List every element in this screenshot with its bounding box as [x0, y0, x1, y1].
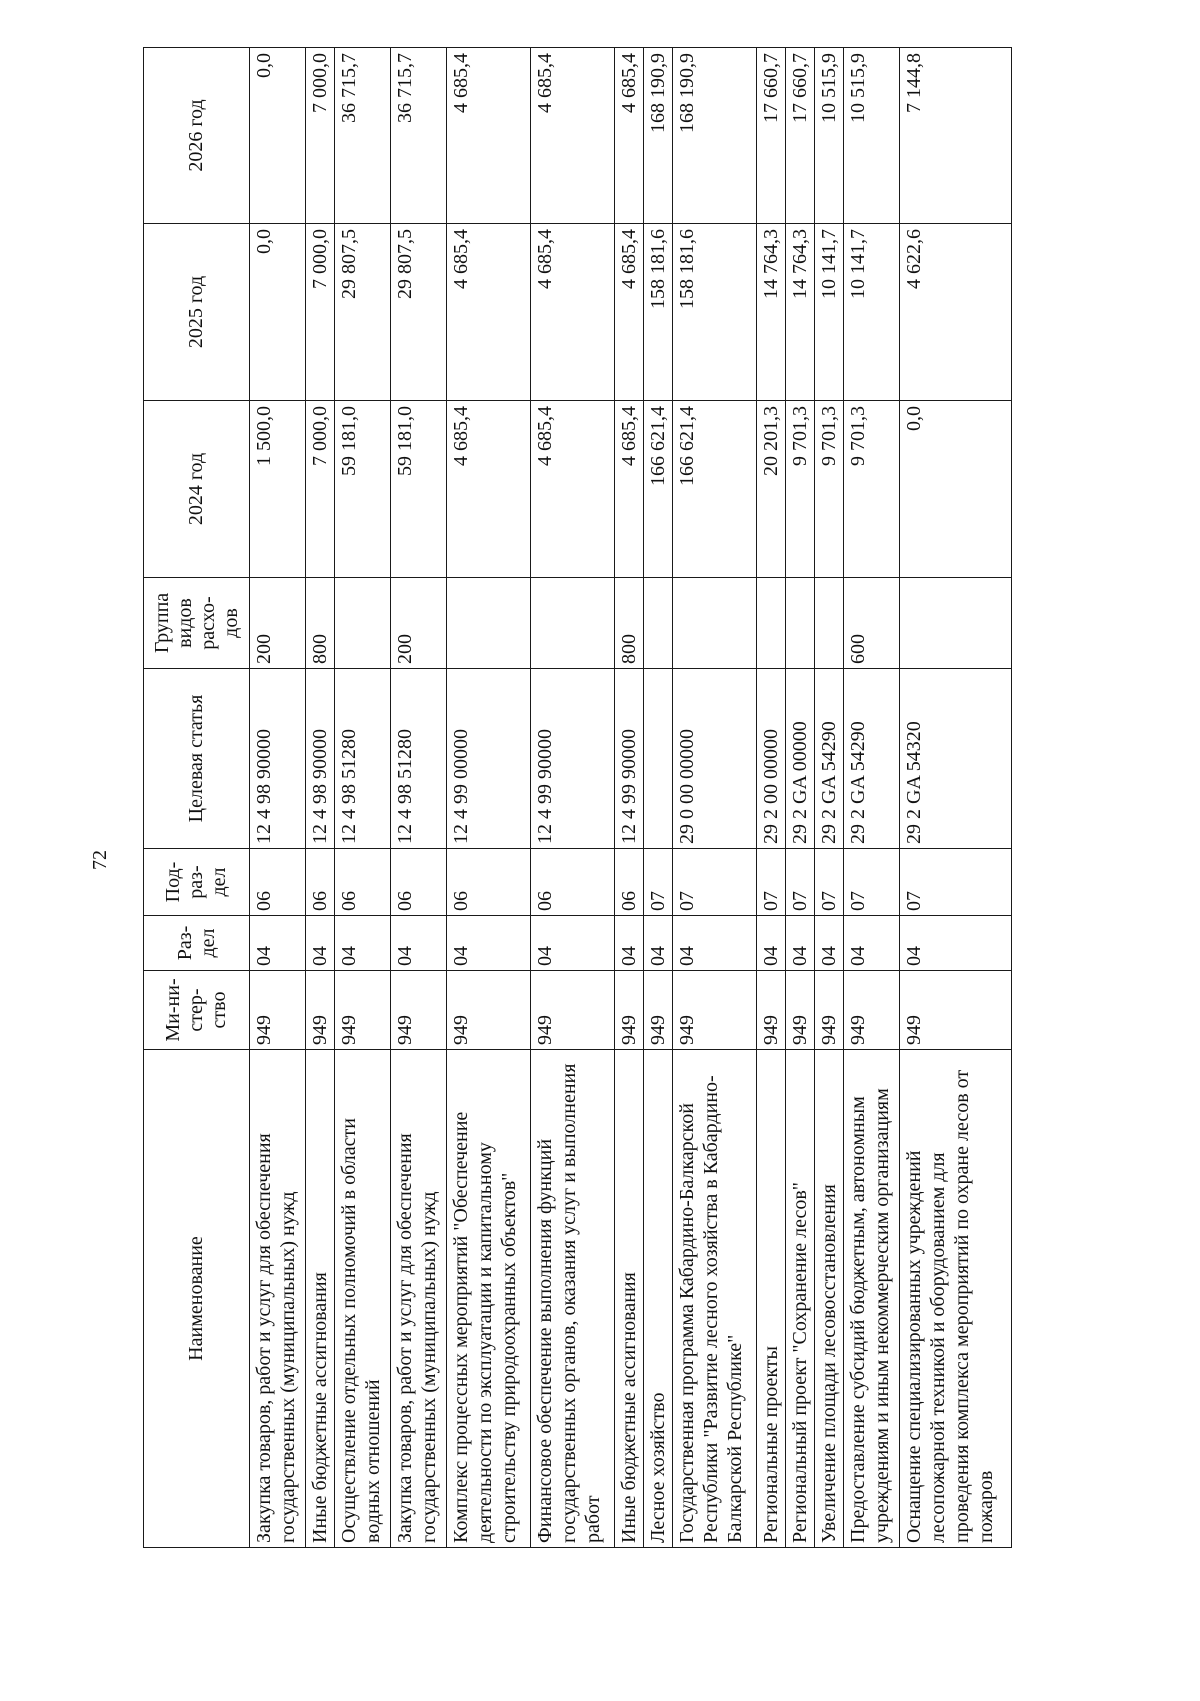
row-2026: 7 144,8 — [900, 48, 1012, 224]
table-row — [447, 48, 531, 1548]
row-group: 800 — [306, 578, 335, 669]
row-target: 12 4 99 90000 — [531, 669, 615, 849]
row-group — [815, 578, 844, 669]
row-subsection: 06 — [335, 849, 391, 916]
table-row — [673, 48, 757, 1548]
row-target: 29 0 00 00000 — [673, 669, 757, 849]
row-target: 12 4 98 90000 — [306, 669, 335, 849]
row-group — [447, 578, 531, 669]
page-number: 72 — [89, 850, 111, 870]
row-2024: 20 201,3 — [757, 401, 786, 578]
row-ministry: 949 — [673, 971, 757, 1050]
row-section: 04 — [391, 916, 447, 971]
row-section: 04 — [673, 916, 757, 971]
row-2024: 9 701,3 — [815, 401, 844, 578]
row-subsection: 06 — [615, 849, 644, 916]
row-2024: 4 685,4 — [531, 401, 615, 578]
header-target: Целевая статья — [144, 669, 250, 849]
row-2025: 158 181,6 — [673, 224, 757, 401]
row-2025: 4 685,4 — [531, 224, 615, 401]
row-name: Иные бюджетные ассигнования — [615, 1050, 644, 1548]
row-2024: 7 000,0 — [306, 401, 335, 578]
row-2024: 0,0 — [900, 401, 1012, 578]
row-target: 12 4 98 51280 — [391, 669, 447, 849]
row-target: 12 4 99 90000 — [615, 669, 644, 849]
row-group — [786, 578, 815, 669]
row-section: 04 — [250, 916, 306, 971]
row-group: 200 — [250, 578, 306, 669]
row-subsection: 07 — [673, 849, 757, 916]
header-2024: 2024 год — [144, 401, 250, 578]
row-ministry: 949 — [900, 971, 1012, 1050]
row-section: 04 — [306, 916, 335, 971]
row-name: Закупка товаров, работ и услуг для обеспечения государственных (муниципальных) нужд — [391, 1050, 447, 1548]
row-name: Увеличение площади лесовосстановления — [815, 1050, 844, 1548]
row-name: Государственная программа Кабардино-Балкарской Республики "Развитие лесного хозяйства в Кабардино-Балкарской Республике" — [673, 1050, 757, 1548]
row-2026: 17 660,7 — [786, 48, 815, 224]
row-subsection: 07 — [844, 849, 900, 916]
row-2025: 10 141,7 — [844, 224, 900, 401]
row-group — [673, 578, 757, 669]
row-subsection: 06 — [391, 849, 447, 916]
row-name: Оснащение специализированных учреждений лесопожарной техникой и оборудованием для проведения комплекса мероприятий по охране лесов от пожаров — [900, 1050, 1012, 1548]
row-name: Закупка товаров, работ и услуг для обеспечения государственных (муниципальных) нужд — [250, 1050, 306, 1548]
row-target — [644, 669, 673, 849]
row-section: 04 — [531, 916, 615, 971]
row-group — [335, 578, 391, 669]
row-target: 12 4 98 90000 — [250, 669, 306, 849]
row-2026: 10 515,9 — [844, 48, 900, 224]
row-2026: 4 685,4 — [615, 48, 644, 224]
budget-table — [143, 47, 1012, 1548]
row-ministry: 949 — [757, 971, 786, 1050]
table-row — [815, 48, 844, 1548]
table-row — [250, 48, 306, 1548]
row-name: Предоставление субсидий бюджетным, автономным учреждениям и иным некоммерческим организациям — [844, 1050, 900, 1548]
row-2024: 166 621,4 — [644, 401, 673, 578]
row-2025: 4 622,6 — [900, 224, 1012, 401]
table-row — [306, 48, 335, 1548]
row-group — [900, 578, 1012, 669]
row-2024: 4 685,4 — [447, 401, 531, 578]
row-group — [644, 578, 673, 669]
row-ministry: 949 — [391, 971, 447, 1050]
row-subsection: 07 — [644, 849, 673, 916]
row-subsection: 07 — [900, 849, 1012, 916]
row-2026: 36 715,7 — [391, 48, 447, 224]
row-section: 04 — [615, 916, 644, 971]
table-row — [757, 48, 786, 1548]
row-2025: 10 141,7 — [815, 224, 844, 401]
row-ministry: 949 — [531, 971, 615, 1050]
table-row — [900, 48, 1012, 1548]
table-row — [844, 48, 900, 1548]
row-name: Лесное хозяйство — [644, 1050, 673, 1548]
header-group: Группа видов расхо-дов — [144, 578, 250, 669]
row-ministry: 949 — [786, 971, 815, 1050]
row-section: 04 — [447, 916, 531, 971]
row-section: 04 — [900, 916, 1012, 971]
row-2026: 4 685,4 — [531, 48, 615, 224]
table-row — [615, 48, 644, 1548]
row-ministry: 949 — [615, 971, 644, 1050]
row-ministry: 949 — [644, 971, 673, 1050]
row-2024: 9 701,3 — [844, 401, 900, 578]
row-ministry: 949 — [815, 971, 844, 1050]
row-2025: 14 764,3 — [786, 224, 815, 401]
row-ministry: 949 — [447, 971, 531, 1050]
table-row — [786, 48, 815, 1548]
row-2026: 0,0 — [250, 48, 306, 224]
row-target: 29 2 GA 54290 — [815, 669, 844, 849]
row-subsection: 07 — [815, 849, 844, 916]
header-subsection: Под-раз-дел — [144, 849, 250, 916]
row-name: Финансовое обеспечение выполнения функций государственных органов, оказания услуг и выполнения работ — [531, 1050, 615, 1548]
row-2024: 166 621,4 — [673, 401, 757, 578]
row-group — [531, 578, 615, 669]
header-name: Наименование — [144, 1050, 250, 1548]
table-header-row — [144, 48, 250, 1548]
row-subsection: 06 — [447, 849, 531, 916]
row-subsection: 06 — [250, 849, 306, 916]
row-subsection: 06 — [306, 849, 335, 916]
row-name: Осуществление отдельных полномочий в области водных отношений — [335, 1050, 391, 1548]
row-target: 29 2 GA 00000 — [786, 669, 815, 849]
row-target: 29 2 GA 54320 — [900, 669, 1012, 849]
table-row — [644, 48, 673, 1548]
header-2026: 2026 год — [144, 48, 250, 224]
row-subsection: 07 — [757, 849, 786, 916]
row-2024: 9 701,3 — [786, 401, 815, 578]
row-2025: 7 000,0 — [306, 224, 335, 401]
row-section: 04 — [335, 916, 391, 971]
row-2024: 1 500,0 — [250, 401, 306, 578]
row-ministry: 949 — [306, 971, 335, 1050]
row-2025: 0,0 — [250, 224, 306, 401]
row-ministry: 949 — [250, 971, 306, 1050]
row-2026: 168 190,9 — [673, 48, 757, 224]
row-name: Региональный проект "Сохранение лесов" — [786, 1050, 815, 1548]
row-2026: 4 685,4 — [447, 48, 531, 224]
row-2026: 36 715,7 — [335, 48, 391, 224]
row-group: 600 — [844, 578, 900, 669]
row-2025: 4 685,4 — [615, 224, 644, 401]
row-target: 29 2 GA 54290 — [844, 669, 900, 849]
row-name: Региональные проекты — [757, 1050, 786, 1548]
row-2025: 14 764,3 — [757, 224, 786, 401]
row-section: 04 — [815, 916, 844, 971]
row-subsection: 06 — [531, 849, 615, 916]
row-2026: 17 660,7 — [757, 48, 786, 224]
row-section: 04 — [644, 916, 673, 971]
header-ministry: Ми-ни-стер-ство — [144, 971, 250, 1050]
row-2025: 29 807,5 — [391, 224, 447, 401]
row-group — [757, 578, 786, 669]
row-2025: 158 181,6 — [644, 224, 673, 401]
row-2024: 59 181,0 — [335, 401, 391, 578]
table-row — [391, 48, 447, 1548]
row-2026: 7 000,0 — [306, 48, 335, 224]
table-row — [531, 48, 615, 1548]
row-2024: 59 181,0 — [391, 401, 447, 578]
row-target: 12 4 98 51280 — [335, 669, 391, 849]
row-2026: 168 190,9 — [644, 48, 673, 224]
row-target: 29 2 00 00000 — [757, 669, 786, 849]
row-name: Иные бюджетные ассигнования — [306, 1050, 335, 1548]
row-ministry: 949 — [335, 971, 391, 1050]
row-group: 800 — [615, 578, 644, 669]
table-row — [335, 48, 391, 1548]
row-subsection: 07 — [786, 849, 815, 916]
row-2025: 29 807,5 — [335, 224, 391, 401]
row-2024: 4 685,4 — [615, 401, 644, 578]
row-target: 12 4 99 00000 — [447, 669, 531, 849]
header-2025: 2025 год — [144, 224, 250, 401]
row-name: Комплекс процессных мероприятий "Обеспечение деятельности по эксплуатации и капитальному строительству природоохранных объектов" — [447, 1050, 531, 1548]
budget-table-wrapper — [143, 48, 1053, 1548]
row-section: 04 — [844, 916, 900, 971]
row-2025: 4 685,4 — [447, 224, 531, 401]
row-ministry: 949 — [844, 971, 900, 1050]
row-group: 200 — [391, 578, 447, 669]
header-section: Раз-дел — [144, 916, 250, 971]
row-2026: 10 515,9 — [815, 48, 844, 224]
row-section: 04 — [786, 916, 815, 971]
row-section: 04 — [757, 916, 786, 971]
